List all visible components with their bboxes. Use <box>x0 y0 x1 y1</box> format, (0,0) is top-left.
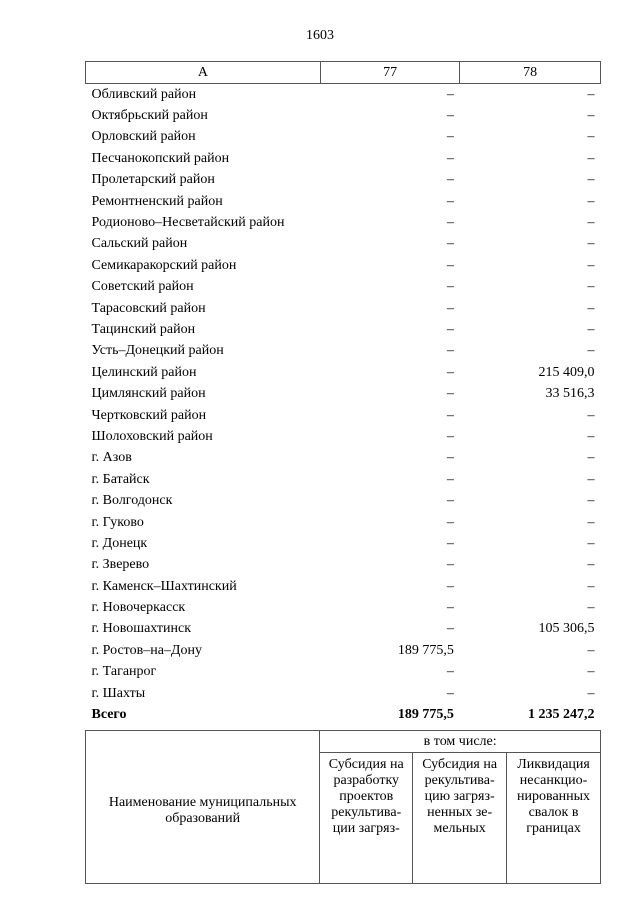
table-row <box>86 662 601 683</box>
cell-78: 33 516,3 <box>545 386 595 402</box>
table-row <box>86 298 601 319</box>
cell-78: – <box>587 86 595 102</box>
cell-77: – <box>446 428 454 444</box>
second-table-header <box>85 730 601 884</box>
table-row <box>86 619 601 640</box>
including-header: в том числе: <box>320 731 601 753</box>
cell-77: – <box>446 578 454 594</box>
cell-77: – <box>446 493 454 509</box>
cell-77: – <box>446 86 454 102</box>
cell-77: – <box>446 279 454 295</box>
cell-78: – <box>587 407 595 423</box>
row-name: Всего <box>91 707 127 723</box>
data-table <box>85 61 601 726</box>
table-row <box>86 277 601 298</box>
cell-78: – <box>587 172 595 188</box>
cell-77: – <box>446 150 454 166</box>
cell-77: – <box>446 386 454 402</box>
table-row <box>86 383 601 404</box>
table-row <box>86 555 601 576</box>
table-row <box>86 170 601 191</box>
row-name: Пролетарский район <box>91 172 215 188</box>
cell-77: – <box>446 193 454 209</box>
cell-77: 189 775,5 <box>397 642 454 658</box>
cell-78: – <box>587 471 595 487</box>
cell-78: – <box>587 685 595 701</box>
row-name: г. Азов <box>91 450 132 466</box>
cell-78: – <box>587 642 595 658</box>
cell-78: – <box>587 236 595 252</box>
cell-78: – <box>587 578 595 594</box>
row-name: г. Каменск–Шахтинский <box>91 578 237 594</box>
row-name: Тацинский район <box>91 321 196 337</box>
table-row <box>86 469 601 490</box>
header-name-column: А <box>86 62 321 84</box>
table-row <box>86 426 601 447</box>
row-name: г. Волгодонск <box>91 493 173 509</box>
table-row <box>86 84 601 106</box>
cell-78: – <box>587 514 595 530</box>
cell-77: – <box>446 600 454 616</box>
cell-78: – <box>587 129 595 145</box>
municipal-names-header: Наименование муниципальных образований <box>86 731 320 884</box>
header-column-78: 78 <box>460 62 601 84</box>
row-name: г. Батайск <box>91 471 150 487</box>
cell-78: – <box>587 493 595 509</box>
table-row <box>86 405 601 426</box>
cell-78: 1 235 247,2 <box>528 707 595 723</box>
cell-78: – <box>587 150 595 166</box>
row-name: г. Гуково <box>91 514 144 530</box>
cell-78: – <box>587 108 595 124</box>
table-row <box>86 212 601 233</box>
header-column-77: 77 <box>320 62 460 84</box>
row-name: г. Новочеркасск <box>91 600 186 616</box>
table-row <box>86 319 601 340</box>
cell-78: – <box>587 343 595 359</box>
row-name: Тарасовский район <box>91 300 206 316</box>
table-row <box>86 148 601 169</box>
cell-78: – <box>587 535 595 551</box>
cell-77: – <box>446 321 454 337</box>
cell-77: – <box>446 471 454 487</box>
table-row <box>86 341 601 362</box>
cell-77: – <box>446 257 454 273</box>
row-name: г. Донецк <box>91 535 148 551</box>
row-name: г. Ростов–на–Дону <box>91 642 202 658</box>
table-row <box>86 597 601 618</box>
row-name: Усть–Донецкий район <box>91 343 224 359</box>
row-name: Песчанокопский район <box>91 150 230 166</box>
cell-77: – <box>446 557 454 573</box>
table-row <box>86 576 601 597</box>
row-name: Ремонтненский район <box>91 193 223 209</box>
cell-78: 105 306,5 <box>538 621 595 637</box>
cell-78: – <box>587 600 595 616</box>
cell-77: – <box>446 535 454 551</box>
table-row <box>86 234 601 255</box>
cell-78: – <box>587 300 595 316</box>
cell-77: – <box>446 172 454 188</box>
table-row <box>86 105 601 126</box>
row-name: Орловский район <box>91 129 196 145</box>
cell-78: – <box>587 450 595 466</box>
table-row <box>86 255 601 276</box>
row-name: г. Таганрог <box>91 664 157 680</box>
row-name: Цимлянский район <box>91 386 206 402</box>
cell-77: 189 775,5 <box>397 707 454 723</box>
cell-77: – <box>446 300 454 316</box>
table-row <box>86 191 601 212</box>
cell-77: – <box>446 450 454 466</box>
row-name: Чертковский район <box>91 407 207 423</box>
total-row <box>86 704 601 725</box>
row-name: Сальский район <box>91 236 188 252</box>
row-name: г. Шахты <box>91 685 146 701</box>
cell-78: 215 409,0 <box>538 364 595 380</box>
cell-77: – <box>446 685 454 701</box>
row-name: Октябрьский район <box>91 108 208 124</box>
cell-77: – <box>446 621 454 637</box>
row-name: Родионово–Несветайский район <box>91 215 285 231</box>
cell-77: – <box>446 364 454 380</box>
subsidy-projects-header: Субсидия на разработку проектов рекультива- ции загряз- <box>320 753 413 884</box>
cell-78: – <box>587 664 595 680</box>
cell-78: – <box>587 321 595 337</box>
cell-77: – <box>446 664 454 680</box>
page-number: 1603 <box>306 28 334 43</box>
row-name: Советский район <box>91 279 194 295</box>
cell-78: – <box>587 193 595 209</box>
cell-78: – <box>587 215 595 231</box>
cell-78: – <box>587 257 595 273</box>
table-row <box>86 533 601 554</box>
cell-78: – <box>587 428 595 444</box>
table-body <box>86 84 601 726</box>
cell-77: – <box>446 514 454 530</box>
row-name: Шолоховский район <box>91 428 213 444</box>
row-name: Обливский район <box>91 86 197 102</box>
row-name: Семикаракорский район <box>91 257 237 273</box>
table-row <box>86 490 601 511</box>
cell-77: – <box>446 129 454 145</box>
cell-77: – <box>446 407 454 423</box>
dump-liquidation-header: Ликвидация несанкцио- нированных свалок в границах <box>507 753 601 884</box>
cell-78: – <box>587 557 595 573</box>
cell-77: – <box>446 236 454 252</box>
cell-77: – <box>446 108 454 124</box>
cell-77: – <box>446 343 454 359</box>
table-row <box>86 127 601 148</box>
table-row <box>86 362 601 383</box>
subsidy-recultivation-header: Субсидия на рекультива- цию загряз- ненных зе- мельных <box>413 753 507 884</box>
cell-78: – <box>587 279 595 295</box>
cell-77: – <box>446 215 454 231</box>
row-name: г. Зверево <box>91 557 150 573</box>
row-name: Целинский район <box>91 364 197 380</box>
table-header-row <box>86 62 601 84</box>
row-name: г. Новошахтинск <box>91 621 192 637</box>
table-row <box>86 683 601 704</box>
table-row <box>86 448 601 469</box>
table-row <box>86 512 601 533</box>
table-row <box>86 640 601 661</box>
